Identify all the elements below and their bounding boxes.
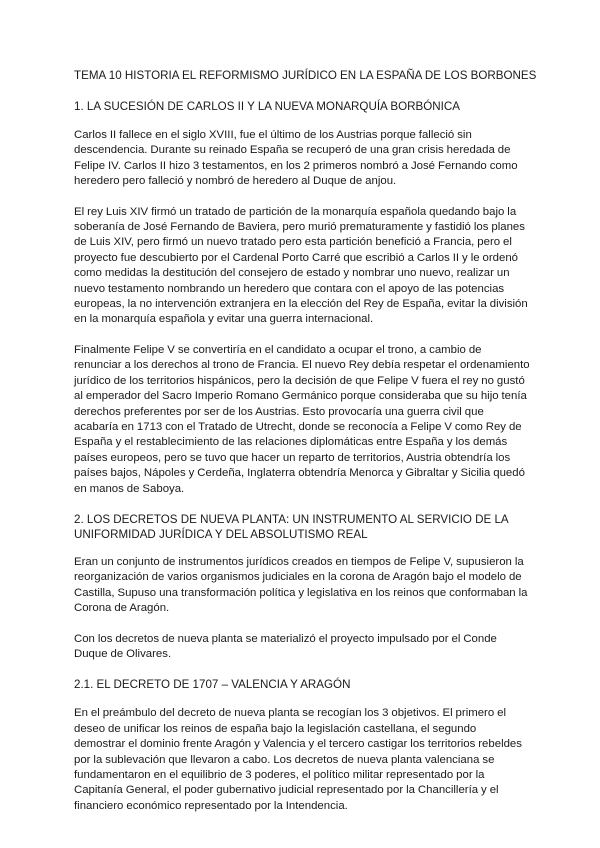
document-title: TEMA 10 HISTORIA EL REFORMISMO JURÍDICO EN LA ESPAÑA DE LOS BORBONES [74, 69, 537, 82]
section-2-1-heading: 2.1. EL DECRETO DE 1707 – VALENCIA Y ARAGÓN [74, 678, 351, 692]
document-page [74, 68, 537, 829]
section-2-paragraph-2: Con los decretos de nueva planta se materializó el proyecto impulsado por el Conde Duque de Olivares. [74, 632, 497, 660]
section-2-paragraph-1: Eran un conjunto de instrumentos jurídicos creados en tiempos de Felipe V, supusieron la reorganización de varios organismos judiciales en la corona de Aragón bajo el modelo de Castilla, Supuso una transformación política y legislativa en los reinos que conformaban la Corona de Aragón. [74, 555, 528, 615]
section-1-paragraph-3: Finalmente Felipe V se convertiría en el candidato a ocupar el trono, a cambio de renunciar a los derechos al trono de Francia. El nuevo Rey debía respetar el ordenamiento jurídico de los territorios hispánicos, pero la decisión de que Felipe V fuera el rey no gustó al emperador del Sacro Imperio Romano Germánico porque consideraba que su hijo tenía derechos preferentes por ser de los Austrias. Esto provocaría una guerra civil que acabaría en 1713 con el Tratado de Utrecht, donde se reconocía a Felipe V como Rey de España y el restablecimiento de las relaciones diplomáticas entre España y los demás países europeos, pero se tuvo que hacer un reparto de territorios, Austria obtendría los países bajos, Nápoles y Cerdeña, Inglaterra obtendría Menorca y Gibraltar y Sicilia quedó en manos de Saboya. [74, 343, 530, 495]
section-2-1-paragraph-1: En el preámbulo del decreto de nueva planta se recogían los 3 objetivos. El primero el deseo de unificar los reinos de españa bajo la legislación castellana, el segundo demostrar el dominio frente Aragón y Valencia y el tercero castigar los territorios rebeldes por la sublevación que llevaron a cabo. Los decretos de nueva planta valenciana se fundamentaron en el equilibrio de 3 poderes, el político militar representado por la Capitanía General, el poder gubernativo judicial representado por la Chancillería y el financiero económico representado por la Intendencia. [74, 707, 522, 812]
section-2-heading: 2. LOS DECRETOS DE NUEVA PLANTA: UN INSTRUMENTO AL SERVICIO DE LA UNIFORMIDAD JURÍDICA Y DEL ABSOLUTISMO REAL [74, 512, 509, 541]
section-1-paragraph-1: Carlos II fallece en el siglo XVIII, fue el último de los Austrias porque falleció sin descendencia. Durante su reinado España se recuperó de una gran crisis heredada de Felipe IV. Carlos II hizo 3 testamentos, en los 2 primeros nombró a José Fernando como heredero pero falleció y nombró de heredero al Duque de anjou. [74, 129, 518, 188]
section-1-paragraph-2: El rey Luis XIV firmó un tratado de partición de la monarquía española quedando bajo la soberanía de José Fernando de Baviera, pero murió prematuramente y fastidió los planes de Luis XIV, pero firmó un nuevo tratado pero esta partición benefició a Francia, pero el proyecto fue descubierto por el Cardenal Porto Carré que escribió a Carlos II y le ordenó como medidas la destitución del consejero de estado y nombrar uno nuevo, realizar un nuevo testamento nombrando un heredero que contara con el apoyo de las potencias europeas, la no intervención extranjera en la elección del Rey de España, evitar la división en la monarquía española y evitar una guerra internacional. [74, 205, 528, 326]
section-1-heading: 1. LA SUCESIÓN DE CARLOS II Y LA NUEVA MONARQUÍA BORBÓNICA [74, 100, 460, 113]
